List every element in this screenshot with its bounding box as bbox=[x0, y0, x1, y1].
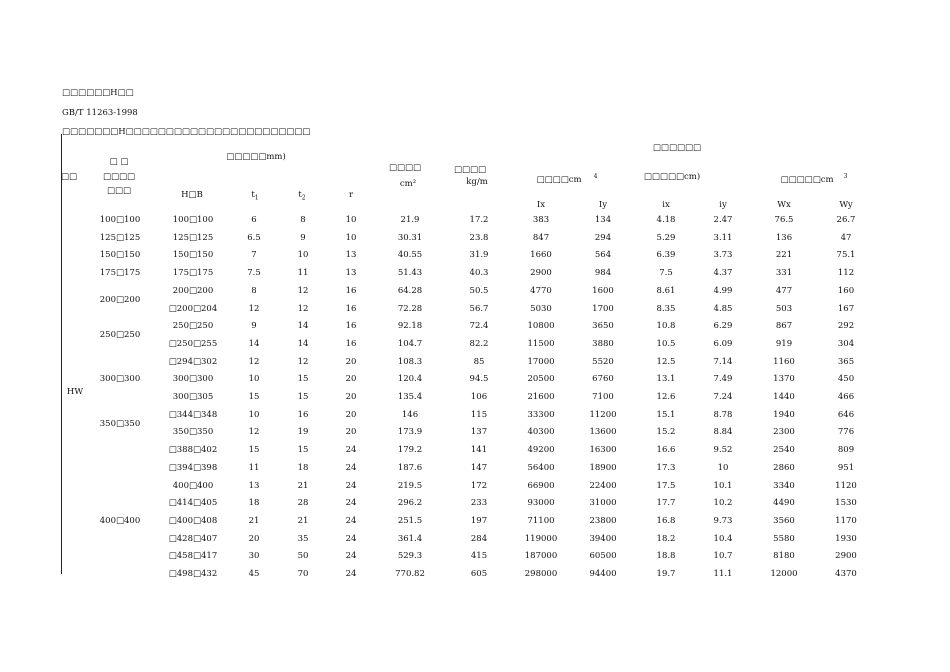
table-cell: 6.5 bbox=[247, 232, 261, 243]
table-cell: 115 bbox=[470, 409, 488, 420]
table-cell: 7.5 bbox=[659, 268, 673, 279]
table-cell: 18 bbox=[248, 498, 260, 509]
table-cell: 361.4 bbox=[397, 533, 423, 544]
table-left-border bbox=[61, 134, 62, 574]
modulus-label: □□□□□cm bbox=[780, 174, 834, 185]
table-cell: 146 bbox=[401, 409, 419, 420]
table-cell: 24 bbox=[345, 445, 357, 456]
table-cell: 9.73 bbox=[713, 515, 733, 526]
header-radius-group: □□□□□cm) bbox=[643, 172, 701, 182]
header-inertia-group bbox=[537, 172, 598, 185]
table-cell: 94.5 bbox=[469, 374, 489, 385]
table-cell: 72.28 bbox=[397, 303, 423, 314]
table-cell: 14 bbox=[297, 338, 309, 349]
table-cell: 47 bbox=[840, 232, 852, 243]
table-cell: 16 bbox=[297, 409, 309, 420]
table-cell: 10 bbox=[345, 215, 357, 225]
table-cell: 24 bbox=[345, 533, 357, 544]
table-cell: 8 bbox=[300, 215, 306, 225]
table-cell: 8.78 bbox=[713, 409, 733, 420]
table-cell: 11200 bbox=[589, 409, 617, 420]
table-cell: 9 bbox=[300, 232, 306, 243]
table-cell: 24 bbox=[345, 515, 357, 526]
table-cell: 51.43 bbox=[397, 268, 423, 279]
table-cell: 9 bbox=[251, 321, 257, 332]
table-cell: 1160 bbox=[773, 356, 795, 367]
table-cell: 82.2 bbox=[469, 338, 489, 349]
table-cell: 12 bbox=[297, 285, 309, 296]
header-modulus-group bbox=[781, 172, 848, 185]
table-cell: 10800 bbox=[527, 321, 555, 332]
table-cell: 12000 bbox=[770, 569, 798, 579]
table-cell: 12.5 bbox=[656, 356, 676, 367]
modulus-exponent: 3 bbox=[843, 173, 848, 180]
table-cell: 20 bbox=[248, 533, 260, 544]
table-cell: 6.29 bbox=[713, 321, 733, 332]
header-wx: Wx bbox=[777, 200, 791, 210]
table-cell: 4.18 bbox=[656, 215, 676, 225]
table-cell: 30.31 bbox=[397, 232, 423, 243]
table-cell: 13 bbox=[248, 480, 260, 491]
table-cell: 298000 bbox=[524, 569, 558, 579]
table-cell: 11500 bbox=[527, 338, 555, 349]
table-cell: 304 bbox=[837, 338, 855, 349]
table-cell: 4.37 bbox=[713, 268, 733, 279]
table-cell: 2.47 bbox=[713, 215, 733, 225]
table-cell: 17.5 bbox=[656, 480, 676, 491]
table-cell: 251.5 bbox=[397, 515, 423, 526]
table-cell: 187000 bbox=[524, 551, 558, 562]
header-dimensions-group: □□□□□mm) bbox=[226, 152, 286, 162]
table-cell: 219.5 bbox=[397, 480, 423, 491]
header-area-label: □□□□ bbox=[388, 163, 422, 173]
table-cell: □294□302 bbox=[168, 356, 218, 367]
table-cell: 7.24 bbox=[713, 392, 733, 402]
header-mass-label: □□□□ bbox=[453, 165, 487, 175]
table-cell: 23800 bbox=[589, 515, 617, 526]
header-mass-unit: kg/m bbox=[466, 177, 488, 187]
table-cell: 40.3 bbox=[469, 268, 489, 279]
table-cell: 66900 bbox=[527, 480, 555, 491]
table-cell: 18900 bbox=[589, 462, 617, 473]
table-cell: 4.99 bbox=[713, 285, 733, 296]
model-group-label: 100□100 bbox=[99, 215, 141, 225]
table-cell: 12 bbox=[248, 427, 260, 438]
header-rx: ix bbox=[662, 200, 670, 210]
header-model-bot: □□□ bbox=[106, 186, 132, 196]
table-cell: 60500 bbox=[589, 551, 617, 562]
table-cell: 23.8 bbox=[469, 232, 489, 243]
table-cell: 160 bbox=[837, 285, 855, 296]
table-cell: 16 bbox=[345, 285, 357, 296]
table-cell: 3.73 bbox=[713, 250, 733, 261]
table-cell: 10.7 bbox=[713, 551, 733, 562]
header-section-properties: □□□□□□ bbox=[652, 143, 702, 153]
table-cell: 13 bbox=[345, 250, 357, 261]
table-cell: 24 bbox=[345, 551, 357, 562]
table-cell: 19.7 bbox=[656, 569, 676, 579]
table-cell: 12 bbox=[248, 303, 260, 314]
table-cell: 21 bbox=[297, 480, 309, 491]
table-cell: 20 bbox=[345, 356, 357, 367]
table-cell: 400□400 bbox=[172, 480, 214, 491]
table-cell: □250□255 bbox=[168, 338, 218, 349]
table-cell: 18 bbox=[297, 462, 309, 473]
table-cell: 22400 bbox=[589, 480, 617, 491]
model-group-label: 300□300 bbox=[99, 374, 141, 385]
table-cell: □394□398 bbox=[168, 462, 218, 473]
table-cell: 17000 bbox=[527, 356, 555, 367]
table-cell: 17.2 bbox=[469, 215, 489, 225]
table-cell: 17.7 bbox=[656, 498, 676, 509]
header-model-top: □ □ bbox=[109, 157, 129, 167]
doc-standard: GB/T 11263-1998 bbox=[62, 108, 138, 118]
table-cell: 21600 bbox=[527, 392, 555, 402]
table-cell: 4370 bbox=[835, 569, 857, 579]
table-cell: 5.29 bbox=[656, 232, 676, 243]
table-cell: 33300 bbox=[527, 409, 555, 420]
table-cell: 187.6 bbox=[397, 462, 423, 473]
table-cell: 450 bbox=[837, 374, 855, 385]
table-cell: 10 bbox=[345, 232, 357, 243]
table-cell: 3650 bbox=[592, 321, 614, 332]
table-cell: □200□204 bbox=[168, 303, 218, 314]
table-cell: 31000 bbox=[589, 498, 617, 509]
table-cell: 12 bbox=[297, 356, 309, 367]
table-cell: 135.4 bbox=[397, 392, 423, 402]
table-cell: 1170 bbox=[835, 515, 857, 526]
table-cell: 300□300 bbox=[172, 374, 214, 385]
table-cell: 175□175 bbox=[172, 268, 214, 279]
table-cell: 5030 bbox=[530, 303, 552, 314]
table-cell: 18.2 bbox=[656, 533, 676, 544]
table-cell: 15 bbox=[248, 445, 260, 456]
table-cell: 7.5 bbox=[247, 268, 261, 279]
model-group-label: 200□200 bbox=[99, 294, 141, 305]
table-cell: 2300 bbox=[773, 427, 795, 438]
table-cell: 56400 bbox=[527, 462, 555, 473]
table-cell: 6.39 bbox=[656, 250, 676, 261]
table-cell: 106 bbox=[470, 392, 488, 402]
table-cell: □458□417 bbox=[168, 551, 218, 562]
table-cell: 31.9 bbox=[469, 250, 489, 261]
header-category: □□ bbox=[60, 172, 78, 182]
table-cell: 1120 bbox=[835, 480, 857, 491]
table-cell: □388□402 bbox=[168, 445, 218, 456]
table-cell: □428□407 bbox=[168, 533, 218, 544]
table-cell: □498□432 bbox=[168, 569, 218, 579]
model-group-label: 175□175 bbox=[99, 268, 141, 279]
header-t2: $t_2$ bbox=[298, 190, 306, 202]
table-cell: 15.1 bbox=[656, 409, 676, 420]
table-cell: 284 bbox=[470, 533, 488, 544]
table-cell: 10.1 bbox=[713, 480, 733, 491]
table-cell: 13.1 bbox=[656, 374, 676, 385]
table-cell: 119000 bbox=[524, 533, 558, 544]
table-cell: 10 bbox=[717, 462, 729, 473]
table-cell: 141 bbox=[470, 445, 488, 456]
table-cell: 1440 bbox=[773, 392, 795, 402]
table-cell: 179.2 bbox=[397, 445, 423, 456]
table-cell: 10.8 bbox=[656, 321, 676, 332]
table-cell: 847 bbox=[532, 232, 550, 243]
table-cell: 2540 bbox=[773, 445, 795, 456]
table-cell: 136 bbox=[775, 232, 793, 243]
table-cell: 134 bbox=[594, 215, 612, 225]
table-cell: 20 bbox=[345, 392, 357, 402]
model-group-label: 350□350 bbox=[99, 418, 141, 429]
table-cell: 112 bbox=[837, 268, 855, 279]
table-cell: 250□250 bbox=[172, 321, 214, 332]
table-cell: 383 bbox=[532, 215, 550, 225]
table-cell: 9.52 bbox=[713, 445, 733, 456]
model-group-label: 400□400 bbox=[99, 515, 141, 526]
table-cell: 70 bbox=[297, 569, 309, 579]
table-cell: 5520 bbox=[592, 356, 614, 367]
table-cell: 14 bbox=[297, 321, 309, 332]
table-cell: 12.6 bbox=[656, 392, 676, 402]
table-cell: 56.7 bbox=[469, 303, 489, 314]
header-ry: iy bbox=[719, 200, 727, 210]
table-cell: 809 bbox=[837, 445, 855, 456]
table-cell: 24 bbox=[345, 498, 357, 509]
table-cell: 7.49 bbox=[713, 374, 733, 385]
table-cell: 15 bbox=[297, 374, 309, 385]
table-cell: 16 bbox=[345, 303, 357, 314]
table-cell: 1700 bbox=[592, 303, 614, 314]
table-cell: 3880 bbox=[592, 338, 614, 349]
table-cell: 646 bbox=[837, 409, 855, 420]
table-cell: 233 bbox=[470, 498, 488, 509]
table-cell: 150□150 bbox=[172, 250, 214, 261]
table-cell: 605 bbox=[470, 569, 488, 579]
table-cell: □400□408 bbox=[168, 515, 218, 526]
doc-subtitle: □□□□□□□H□□□□□□□□□□□□□□□□□□□□□□□ bbox=[62, 127, 311, 137]
table-cell: 15 bbox=[297, 392, 309, 402]
table-cell: 13600 bbox=[589, 427, 617, 438]
table-cell: 2860 bbox=[773, 462, 795, 473]
table-cell: 3340 bbox=[773, 480, 795, 491]
table-cell: 10.2 bbox=[713, 498, 733, 509]
doc-title: □□□□□□H□□ bbox=[62, 88, 134, 98]
table-cell: 7 bbox=[251, 250, 257, 261]
table-cell: 12 bbox=[248, 356, 260, 367]
table-cell: 45 bbox=[248, 569, 260, 579]
table-cell: 26.7 bbox=[836, 215, 856, 225]
table-cell: 10 bbox=[248, 409, 260, 420]
table-cell: 529.3 bbox=[397, 551, 423, 562]
table-cell: 7100 bbox=[592, 392, 614, 402]
table-cell: 11 bbox=[297, 268, 309, 279]
table-cell: 92.18 bbox=[397, 321, 423, 332]
table-cell: 10.4 bbox=[713, 533, 733, 544]
table-cell: 2900 bbox=[530, 268, 552, 279]
table-cell: 951 bbox=[837, 462, 855, 473]
table-cell: 167 bbox=[837, 303, 855, 314]
table-cell: 300□305 bbox=[172, 392, 214, 402]
table-cell: 365 bbox=[837, 356, 855, 367]
category-value: HW bbox=[66, 387, 84, 397]
table-cell: 19 bbox=[297, 427, 309, 438]
table-cell: 14 bbox=[248, 338, 260, 349]
table-cell: 173.9 bbox=[397, 427, 423, 438]
table-cell: 20 bbox=[345, 427, 357, 438]
table-cell: 1530 bbox=[835, 498, 857, 509]
table-cell: 16 bbox=[345, 321, 357, 332]
table-cell: 350□350 bbox=[172, 427, 214, 438]
header-r: r bbox=[348, 190, 354, 200]
table-cell: 15.2 bbox=[656, 427, 676, 438]
table-cell: 16300 bbox=[589, 445, 617, 456]
table-cell: 200□200 bbox=[172, 285, 214, 296]
table-cell: 867 bbox=[775, 321, 793, 332]
table-cell: 21 bbox=[248, 515, 260, 526]
table-cell: 1370 bbox=[773, 374, 795, 385]
table-cell: 16.8 bbox=[656, 515, 676, 526]
table-cell: 15 bbox=[248, 392, 260, 402]
table-cell: 6.09 bbox=[713, 338, 733, 349]
model-group-label: 125□125 bbox=[99, 232, 141, 243]
table-cell: 16 bbox=[345, 338, 357, 349]
table-cell: 28 bbox=[297, 498, 309, 509]
header-wy: Wy bbox=[839, 200, 853, 210]
table-cell: 221 bbox=[775, 250, 793, 261]
table-cell: 10 bbox=[248, 374, 260, 385]
table-cell: 16.6 bbox=[656, 445, 676, 456]
table-cell: 7.14 bbox=[713, 356, 733, 367]
table-cell: 147 bbox=[470, 462, 488, 473]
table-cell: 50 bbox=[297, 551, 309, 562]
table-cell: 100□100 bbox=[172, 215, 214, 225]
model-group-label: 150□150 bbox=[99, 250, 141, 261]
table-cell: 564 bbox=[594, 250, 612, 261]
table-cell: 4.85 bbox=[713, 303, 733, 314]
table-cell: 24 bbox=[345, 480, 357, 491]
table-cell: 72.4 bbox=[469, 321, 489, 332]
table-cell: 292 bbox=[837, 321, 855, 332]
header-iy: Iy bbox=[598, 200, 608, 210]
table-cell: 1600 bbox=[592, 285, 614, 296]
table-cell: 39400 bbox=[589, 533, 617, 544]
table-cell: 6 bbox=[251, 215, 257, 225]
table-cell: 10.5 bbox=[656, 338, 676, 349]
table-cell: 1660 bbox=[530, 250, 552, 261]
table-cell: 15 bbox=[297, 445, 309, 456]
table-cell: 8.84 bbox=[713, 427, 733, 438]
table-cell: 64.28 bbox=[397, 285, 423, 296]
table-cell: 108.3 bbox=[397, 356, 423, 367]
table-cell: 71100 bbox=[527, 515, 555, 526]
table-cell: 6760 bbox=[592, 374, 614, 385]
table-cell: 18.8 bbox=[656, 551, 676, 562]
table-cell: 93000 bbox=[527, 498, 555, 509]
table-cell: 415 bbox=[470, 551, 488, 562]
table-cell: 104.7 bbox=[397, 338, 423, 349]
header-hb: H□B bbox=[181, 190, 203, 200]
table-cell: 120.4 bbox=[397, 374, 423, 385]
table-cell: 2900 bbox=[835, 551, 857, 562]
table-cell: 85 bbox=[473, 356, 485, 367]
table-cell: 40.55 bbox=[397, 250, 423, 261]
table-cell: 125□125 bbox=[172, 232, 214, 243]
header-model-mid: □□□□ bbox=[102, 172, 136, 182]
table-cell: 477 bbox=[775, 285, 793, 296]
table-cell: □344□348 bbox=[168, 409, 218, 420]
table-cell: 17.3 bbox=[656, 462, 676, 473]
table-cell: 20 bbox=[345, 409, 357, 420]
table-cell: 1930 bbox=[835, 533, 857, 544]
table-cell: 11.1 bbox=[713, 569, 733, 579]
table-cell: 8.61 bbox=[656, 285, 676, 296]
table-cell: 13 bbox=[345, 268, 357, 279]
header-t1: $t_1$ bbox=[251, 190, 259, 202]
inertia-exponent: 4 bbox=[593, 173, 598, 180]
table-cell: 294 bbox=[594, 232, 612, 243]
table-cell: 4490 bbox=[773, 498, 795, 509]
table-cell: 776 bbox=[837, 427, 855, 438]
table-cell: 5580 bbox=[773, 533, 795, 544]
table-cell: 8180 bbox=[773, 551, 795, 562]
table-cell: 8 bbox=[251, 285, 257, 296]
table-cell: 21.9 bbox=[400, 215, 420, 225]
table-cell: 1940 bbox=[773, 409, 795, 420]
table-cell: 296.2 bbox=[397, 498, 423, 509]
table-cell: 35 bbox=[297, 533, 309, 544]
table-cell: 3.11 bbox=[713, 232, 733, 243]
table-cell: 137 bbox=[470, 427, 488, 438]
table-cell: 10 bbox=[297, 250, 309, 261]
table-cell: 75.1 bbox=[836, 250, 856, 261]
inertia-label: □□□□cm bbox=[536, 174, 582, 185]
header-ix: Ix bbox=[536, 200, 546, 210]
model-group-label: 250□250 bbox=[99, 330, 141, 341]
table-cell: 984 bbox=[594, 268, 612, 279]
table-cell: 466 bbox=[837, 392, 855, 402]
table-cell: 20 bbox=[345, 374, 357, 385]
table-cell: 11 bbox=[248, 462, 260, 473]
table-cell: 503 bbox=[775, 303, 793, 314]
table-cell: 12 bbox=[297, 303, 309, 314]
table-cell: 172 bbox=[470, 480, 488, 491]
table-cell: 76.5 bbox=[774, 215, 794, 225]
table-cell: □414□405 bbox=[168, 498, 218, 509]
table-cell: 94400 bbox=[589, 569, 617, 579]
table-cell: 331 bbox=[775, 268, 793, 279]
table-cell: 40300 bbox=[527, 427, 555, 438]
table-cell: 20500 bbox=[527, 374, 555, 385]
table-cell: 24 bbox=[345, 569, 357, 579]
table-cell: 30 bbox=[248, 551, 260, 562]
table-cell: 197 bbox=[470, 515, 488, 526]
header-area-unit: cm² bbox=[399, 179, 417, 189]
table-cell: 4770 bbox=[530, 285, 552, 296]
table-cell: 21 bbox=[297, 515, 309, 526]
table-cell: 3560 bbox=[773, 515, 795, 526]
table-cell: 8.35 bbox=[656, 303, 676, 314]
table-cell: 49200 bbox=[527, 445, 555, 456]
table-cell: 919 bbox=[775, 338, 793, 349]
table-cell: 24 bbox=[345, 462, 357, 473]
table-cell: 50.5 bbox=[469, 285, 489, 296]
table-cell: 770.82 bbox=[395, 569, 425, 579]
